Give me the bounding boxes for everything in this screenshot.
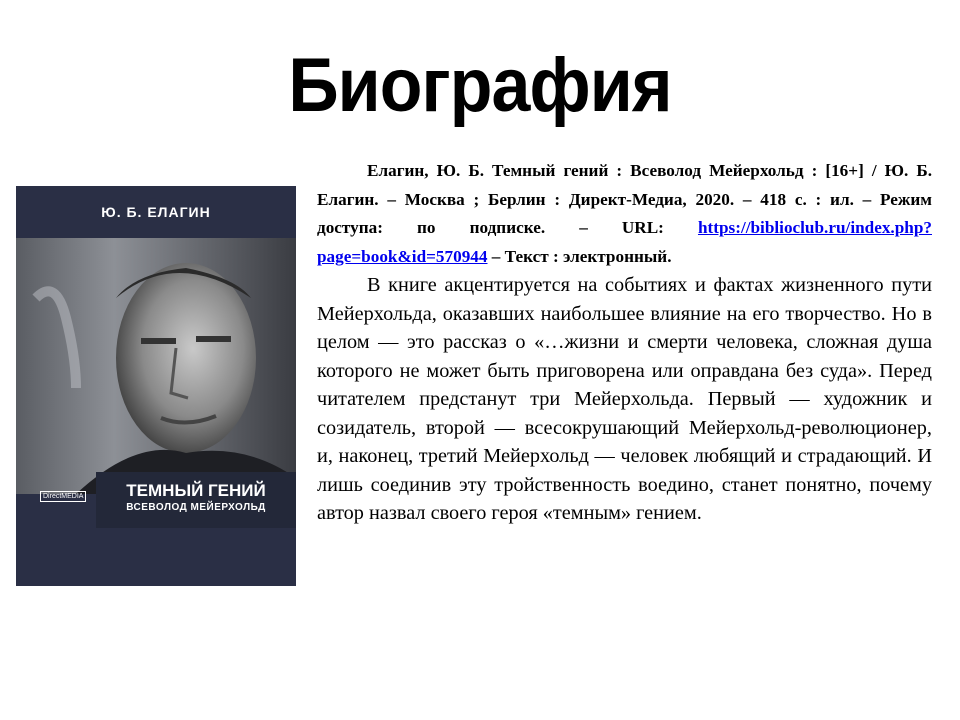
citation-text: Елагин, Ю. Б. Темный гений : Всеволод Мейерхольд : [16+] / Ю. Б. Елагин. – Москва ; Берлин : Директ-Медиа, 2020. – 418 с. : ил. – Режим доступа: по подписке. – URL: [317, 161, 932, 237]
citation-link[interactable]: https://biblioclub.ru/index.php?page=book&id=570944 [317, 218, 932, 266]
cover-author: Ю. Б. ЕЛАГИН [101, 204, 211, 220]
cover-subtitle: ВСЕВОЛОД МЕЙЕРХОЛЬД [126, 502, 266, 513]
portrait-photo [16, 238, 296, 494]
cover-title-box [96, 472, 296, 528]
book-cover-image [16, 186, 296, 586]
cover-title: ТЕМНЫЙ ГЕНИЙ [126, 481, 266, 500]
text-block [317, 157, 932, 528]
citation [317, 157, 932, 271]
publisher-logo: DirectMEDIA [40, 491, 86, 502]
citation-text-end: – Текст : электронный. [487, 246, 672, 266]
slide-title: Биография [288, 43, 672, 128]
book-description: В книге акцентируется на событиях и фактах жизненного пути Мейерхольда, оказавших наибольшее влияние на его творчество. Но в целом — это рассказ о «…жизни и смерти человека, сложная душа которого не может быть приговорена или оправдана без суда». Перед читателем предстанут три Мейерхольда. Первый — художник и созидатель, второй — всесокрушающий Мейерхольд-революционер, и, наконец, третий Мейерхольд — человек любящий и страдающий. И лишь соединив эту тройственность воедино, станет понятно, почему автор назвал своего героя «темным» гением. [317, 274, 932, 524]
